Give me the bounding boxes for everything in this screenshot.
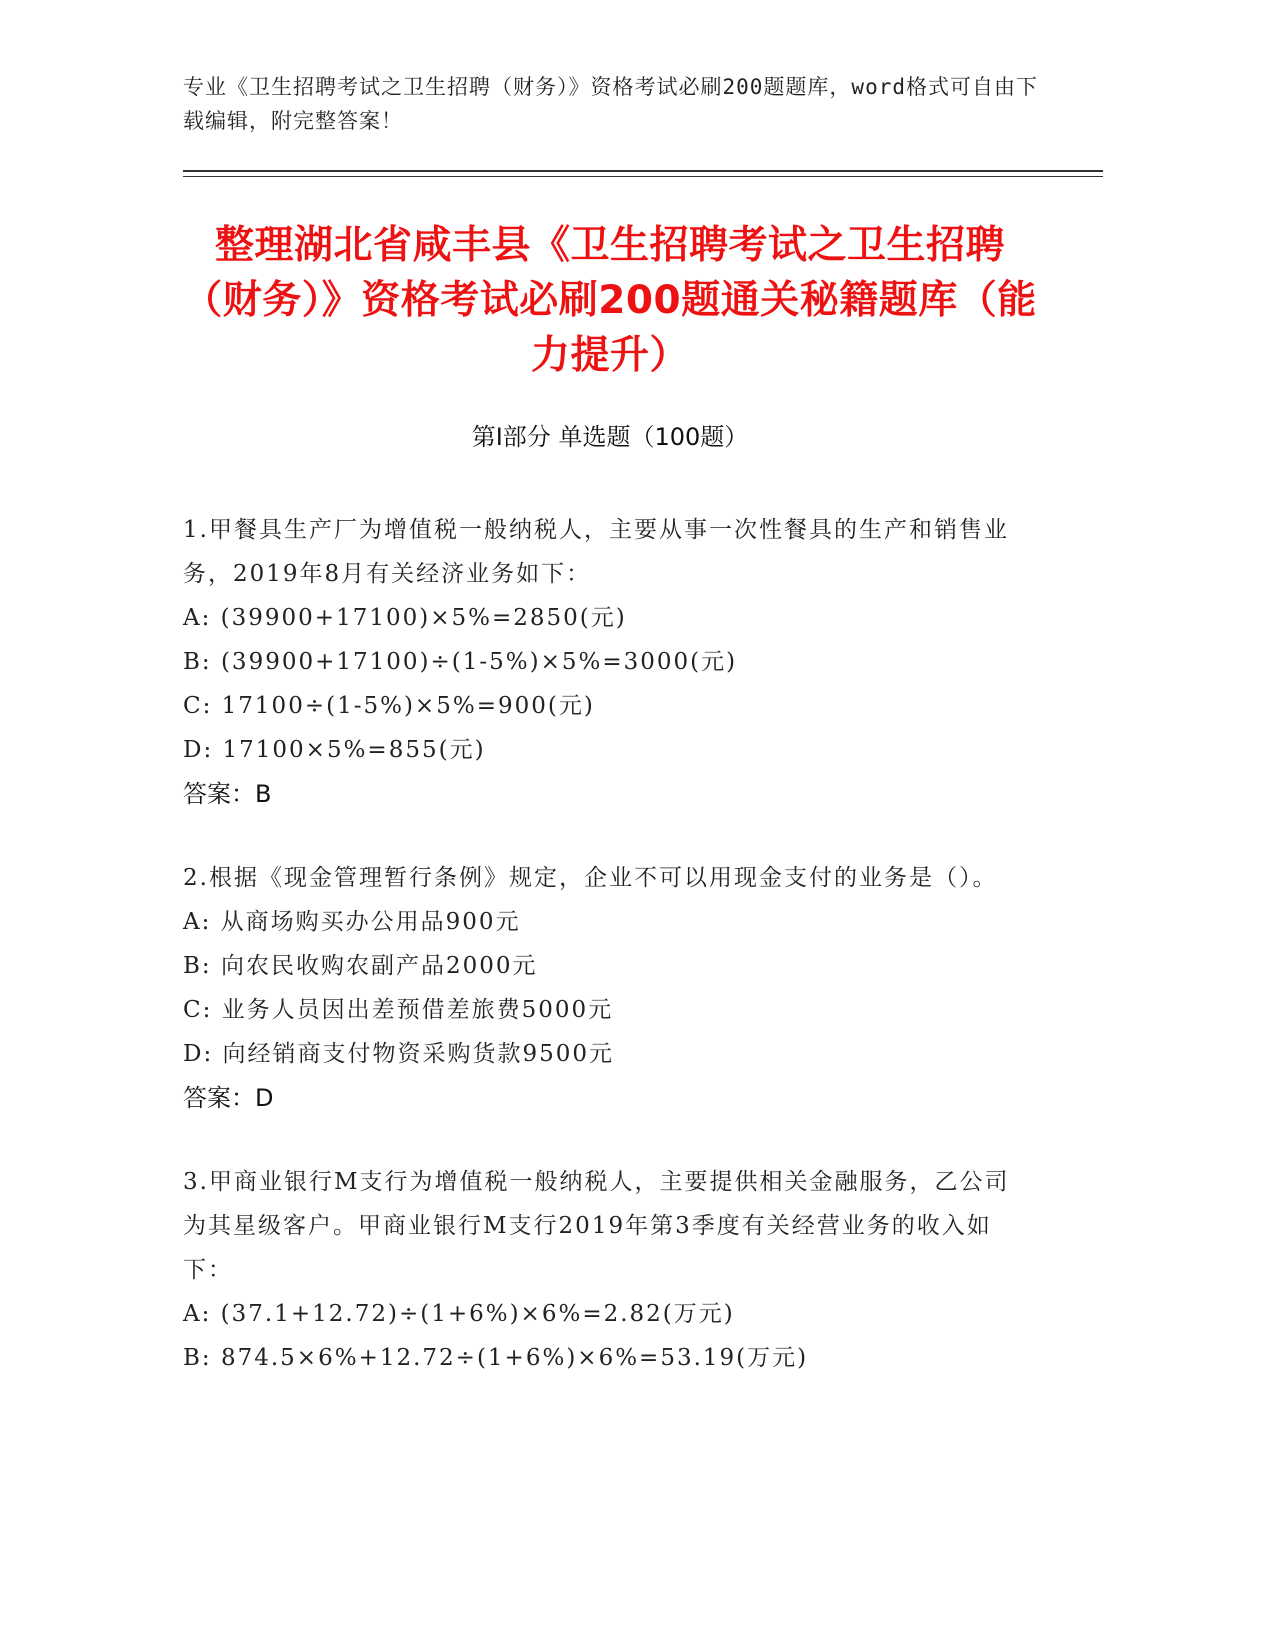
option-c: C: 业务人员因出差预借差旅费5000元 <box>183 997 614 1023</box>
question-1 <box>183 508 1033 816</box>
option-a: A: (39900+17100)×5%=2850(元) <box>183 605 627 631</box>
option-a: A: 从商场购买办公用品900元 <box>183 909 521 935</box>
answer-line: 答案：D <box>183 1084 274 1112</box>
option-b: B: 向农民收购农副产品2000元 <box>183 953 538 979</box>
question-list <box>183 508 1033 1420</box>
option-b: B: 874.5×6%+12.72÷(1+6%)×6%=53.19(万元) <box>183 1345 809 1371</box>
section-title: 第Ⅰ部分 单选题（100题） <box>471 423 749 451</box>
header-note: 专业《卫生招聘考试之卫生招聘（财务）》资格考试必刷200题题库，word格式可自由下载编辑，附完整答案！ <box>183 75 1038 133</box>
option-b: B: (39900+17100)÷(1-5%)×5%=3000(元) <box>183 649 738 675</box>
answer-line: 答案：B <box>183 780 272 808</box>
option-d: D: 向经销商支付物资采购货款9500元 <box>183 1041 615 1067</box>
question-stem: 2.根据《现金管理暂行条例》规定，企业不可以用现金支付的业务是（）。 <box>183 865 998 891</box>
option-d: D: 17100×5%=855(元) <box>183 737 486 763</box>
question-stem: 1.甲餐具生产厂为增值税一般纳税人，主要从事一次性餐具的生产和销售业务，2019年8月有关经济业务如下： <box>183 517 1009 587</box>
header-rule-thin <box>183 176 1103 177</box>
option-c: C: 17100÷(1-5%)×5%=900(元) <box>183 693 595 719</box>
question-3 <box>183 1160 1033 1380</box>
question-2 <box>183 856 1033 1120</box>
document-title: 整理湖北省咸丰县《卫生招聘考试之卫生招聘（财务）》资格考试必刷200题通关秘籍题库（能力提升） <box>183 223 1037 378</box>
header-rule-thick <box>183 170 1103 172</box>
option-a: A: (37.1+12.72)÷(1+6%)×6%=2.82(万元) <box>183 1301 735 1327</box>
question-stem: 3.甲商业银行M支行为增值税一般纳税人，主要提供相关金融服务，乙公司为其星级客户。甲商业银行M支行2019年第3季度有关经营业务的收入如下： <box>183 1169 1010 1283</box>
